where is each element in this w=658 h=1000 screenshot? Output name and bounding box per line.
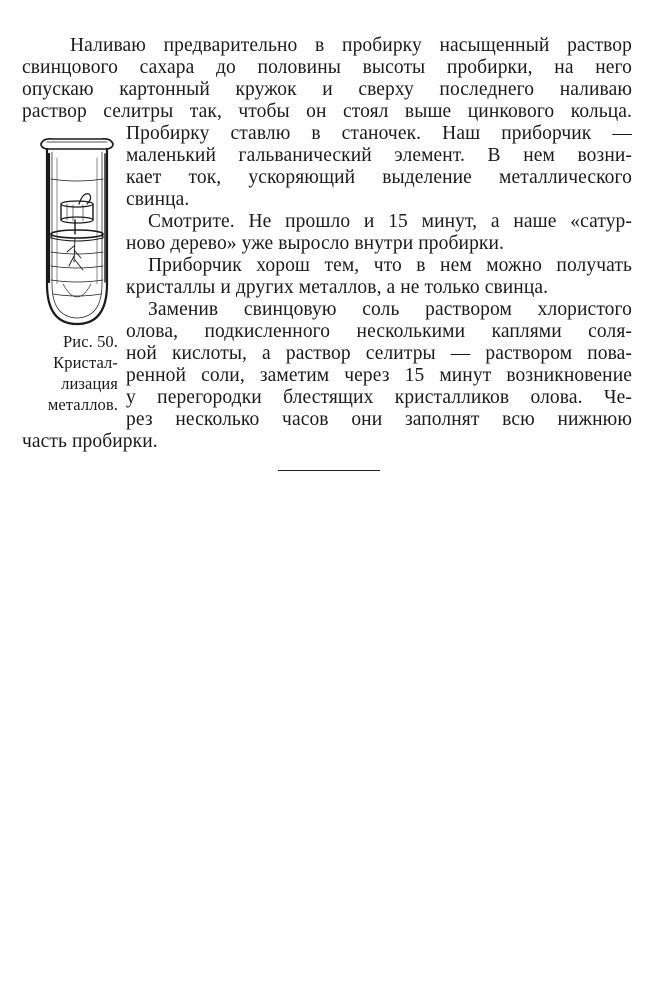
paragraph-line: раствор селитры так, чтобы он стоял выше цинкового кольца.: [22, 101, 632, 122]
paragraph-line: свинцового сахара до половины высоты пробирки, на него: [22, 57, 632, 78]
test-tube-illustration: [27, 134, 123, 330]
paragraph-line: Заменив свинцовую соль раствором хлористого: [148, 299, 632, 320]
paragraph-line: у перегородки блестящих кристалликов олова. Че-: [126, 387, 632, 408]
figure-caption-line: металлов.: [47, 395, 118, 414]
paragraph-line: Наливаю предварительно в пробирку насыщенный раствор: [70, 35, 632, 56]
paragraph-line: маленький гальванический элемент. В нем возни-: [126, 145, 632, 166]
figure-caption-number: Рис. 50.: [62, 332, 118, 351]
paragraph-line: кристаллы и других металлов, а не только свинца.: [126, 277, 549, 298]
paragraph-line: ренной соли, заметим через 15 минут возникновение: [126, 365, 632, 386]
paragraph-line: опускаю картонный кружок и сверху последнего наливаю: [22, 79, 632, 100]
paragraph-line: кает ток, ускоряющий выделение металлического: [126, 167, 632, 188]
figure-caption-line: лизация: [61, 374, 118, 393]
paragraph-line: Пробирку ставлю в станочек. Наш приборчик —: [126, 123, 632, 144]
paragraph-line: ново дерево» уже выросло внутри пробирки.: [126, 233, 504, 254]
figure-caption-line: Кристал-: [53, 353, 118, 372]
section-divider: [278, 470, 380, 471]
paragraph-line: рез несколько часов они заполнят всю нижнюю: [126, 409, 632, 430]
paragraph-line: ной кислоты, а раствор селитры — раствором пова-: [126, 343, 632, 364]
paragraph-line: олова, подкисленного несколькими каплями соля-: [126, 321, 632, 342]
paragraph-line: Смотрите. Не прошло и 15 минут, а наше «сатур-: [148, 211, 632, 232]
paragraph-line: свинца.: [126, 189, 190, 210]
paragraph-line: часть пробирки.: [22, 431, 158, 452]
paragraph-line: Приборчик хорош тем, что в нем можно получать: [148, 255, 632, 276]
